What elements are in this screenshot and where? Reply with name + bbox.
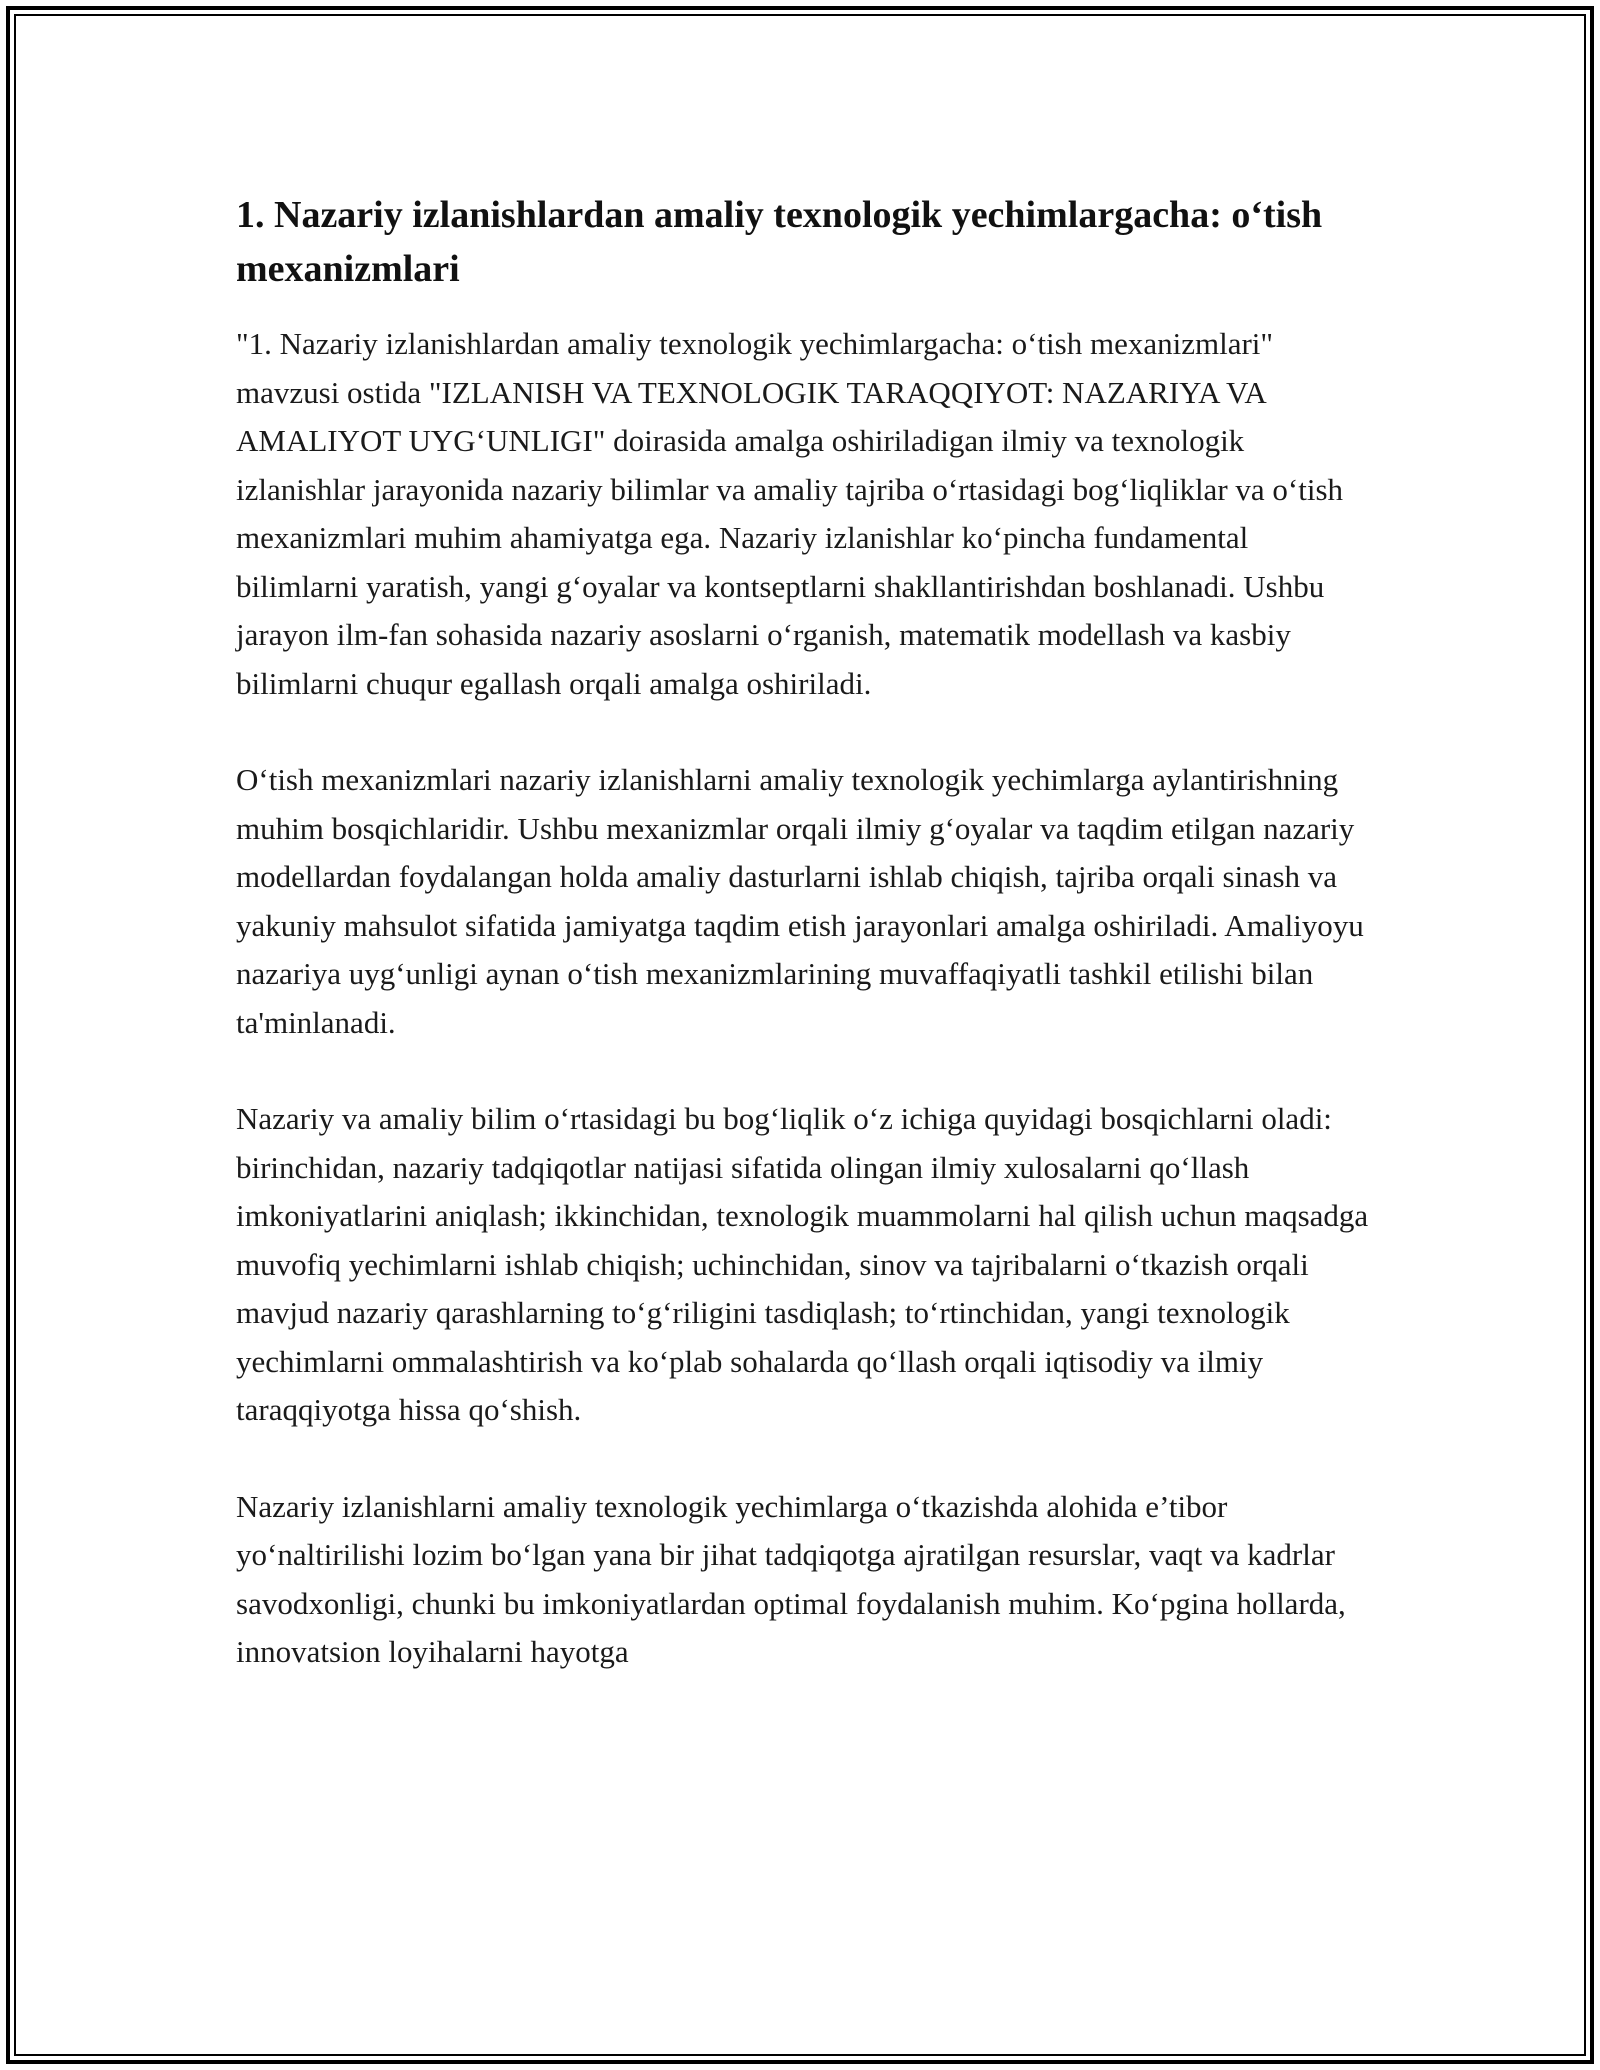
paragraph-3: Nazariy va amaliy bilim o‘rtasidagi bu bog‘liqlik o‘z ichiga quyidagi bosqichlarni oladi: birinchidan, nazariy tadqiqotlar natijasi sifatida olingan ilmiy xulosalarni qo‘llash imkoniyatlarini aniqlash; ikkinchidan, texnologik muammolarni hal qilish uchun maqsadga muvofiq yechimlarni ishlab chiqish; uchinchidan, sinov va tajribalarni o‘tkazish orqali mavjud nazariy qarashlarning to‘g‘riligini tasdiqlash; to‘rtinchidan, yangi texnologik yechimlarni ommalashtirish va ko‘plab sohalarda qo‘llash orqali iqtisodiy va ilmiy taraqqiyotga hissa qo‘shish. [236, 1101, 1369, 1427]
document-body [236, 188, 1376, 1725]
paragraph-1: "1. Nazariy izlanishlardan amaliy texnologik yechimlargacha: o‘tish mexanizmlari" mavzusi ostida "IZLANISH VA TEXNOLOGIK TARAQQIYOT: NAZARIYA VA AMALIYOT UYG‘UNLIGI" doirasida amalga oshiriladigan ilmiy va texnologik izlanishlar jarayonida nazariy bilimlar va amaliy tajriba o‘rtasidagi bog‘liqliklar va o‘tish mexanizmlari muhim ahamiyatga ega. Nazariy izlanishlar ko‘pincha fundamental bilimlarni yaratish, yangi g‘oyalar va kontseptlarni shakllantirishdan boshlanadi. Ushbu jarayon ilm-fan sohasida nazariy asoslarni o‘rganish, matematik modellash va kasbiy bilimlarni chuqur egallash orqali amalga oshiriladi. [236, 326, 1344, 701]
paragraph-4: Nazariy izlanishlarni amaliy texnologik yechimlarga o‘tkazishda alohida e’tibor yo‘naltirilishi lozim bo‘lgan yana bir jihat tadqiqotga ajratilgan resurslar, vaqt va kadrlar savodxonligi, chunki bu imkoniyatlardan optimal foydalanish muhim. Ko‘pgina hollarda, innovatsion loyihalarni hayotga [236, 1488, 1346, 1669]
document-title: 1. Nazariy izlanishlardan amaliy texnologik yechimlargacha: o‘tish mexanizmlari [236, 194, 1323, 290]
paragraph-2: O‘tish mexanizmlari nazariy izlanishlarni amaliy texnologik yechimlarga aylantirishning muhim bosqichlaridir. Ushbu mexanizmlar orqali ilmiy g‘oyalar va taqdim etilgan nazariy modellardan foydalangan holda amaliy dasturlarni ishlab chiqish, tajriba orqali sinash va yakuniy mahsulot sifatida jamiyatga taqdim etish jarayonlari amalga oshiriladi. Amaliyoyu nazariya uyg‘unligi aynan o‘tish mexanizmlarining muvaffaqiyatli tashkil etilishi bilan ta'minlanadi. [236, 762, 1364, 1040]
